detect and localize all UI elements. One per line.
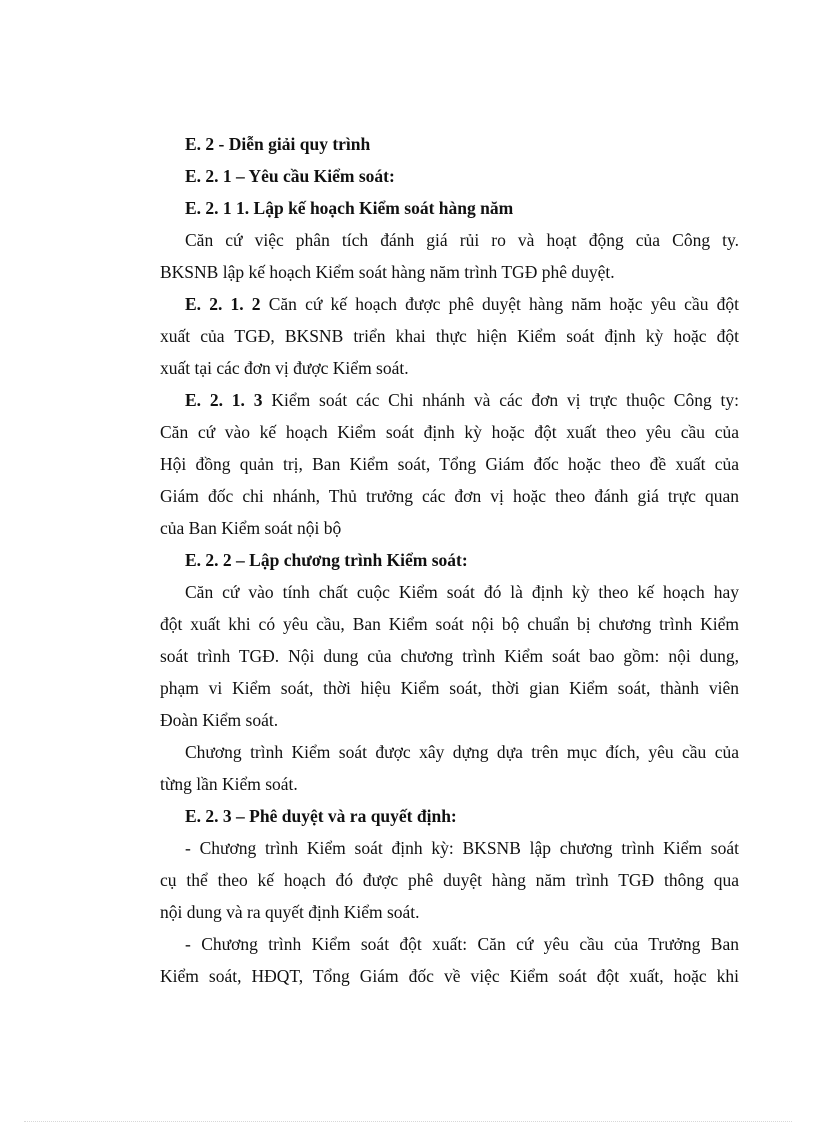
document-body (160, 128, 739, 992)
section-heading: E. 2 - Diễn giải quy trình (185, 134, 371, 154)
paragraph-line: Chương trình Kiểm soát được xây dựng dựa trên mục đích, yêu cầu của (185, 742, 739, 762)
paragraph-line-e212 (160, 288, 739, 320)
paragraph-line: - Chương trình Kiểm soát đột xuất: Căn cứ yêu cầu của Trưởng Ban (185, 934, 739, 954)
paragraph-line: Căn cứ vào kế hoạch Kiểm soát định kỳ hoặc đột xuất theo yêu cầu của (160, 422, 739, 442)
subsection-heading-e23: E. 2. 3 – Phê duyệt và ra quyết định: (185, 806, 457, 826)
paragraph-text: Căn cứ kế hoạch được phê duyệt hàng năm hoặc yêu cầu đột (260, 294, 739, 314)
paragraph-line: Kiểm soát, HĐQT, Tổng Giám đốc về việc Kiểm soát đột xuất, hoặc khi (160, 966, 739, 986)
paragraph-line: Hội đồng quản trị, Ban Kiểm soát, Tổng Giám đốc hoặc theo đề xuất của (160, 454, 739, 474)
page-bottom-rule (24, 1121, 792, 1122)
subsection-heading-e21: E. 2. 1 – Yêu cầu Kiểm soát: (185, 166, 395, 186)
paragraph-line: soát trình TGĐ. Nội dung của chương trình Kiểm soát bao gồm: nội dung, (160, 646, 739, 666)
paragraph-line: xuất tại các đơn vị được Kiểm soát. (160, 358, 409, 378)
paragraph-text: Kiểm soát các Chi nhánh và các đơn vị trực thuộc Công ty: (262, 390, 739, 410)
paragraph-line: Đoàn Kiểm soát. (160, 710, 279, 730)
paragraph-line: BKSNB lập kế hoạch Kiểm soát hàng năm trình TGĐ phê duyệt. (160, 262, 615, 282)
paragraph-line: Căn cứ việc phân tích đánh giá rủi ro và hoạt động của Công ty. (185, 230, 739, 250)
paragraph-line: đột xuất khi có yêu cầu, Ban Kiểm soát nội bộ chuẩn bị chương trình Kiểm (160, 614, 739, 634)
subsection-heading-e22: E. 2. 2 – Lập chương trình Kiểm soát: (185, 550, 468, 570)
paragraph-line-e213 (160, 384, 739, 416)
paragraph-line: - Chương trình Kiểm soát định kỳ: BKSNB lập chương trình Kiểm soát (185, 838, 739, 858)
paragraph-line: phạm vi Kiểm soát, thời hiệu Kiểm soát, thời gian Kiểm soát, thành viên (160, 678, 739, 698)
item-label-e212: E. 2. 1. 2 (185, 294, 261, 314)
paragraph-line: của Ban Kiểm soát nội bộ (160, 518, 342, 538)
paragraph-line: từng lần Kiểm soát. (160, 774, 298, 794)
paragraph-line: cụ thể theo kế hoạch đó được phê duyệt hàng năm trình TGĐ thông qua (160, 870, 739, 890)
paragraph-line: Giám đốc chi nhánh, Thủ trưởng các đơn vị hoặc theo đánh giá trực quan (160, 486, 739, 506)
paragraph-line: xuất của TGĐ, BKSNB triển khai thực hiện Kiểm soát định kỳ hoặc đột (160, 326, 739, 346)
item-label-e213: E. 2. 1. 3 (185, 390, 263, 410)
item-heading-e211: E. 2. 1 1. Lập kế hoạch Kiểm soát hàng năm (185, 198, 514, 218)
paragraph-line: Căn cứ vào tính chất cuộc Kiểm soát đó là định kỳ theo kế hoạch hay (185, 582, 739, 602)
paragraph-line: nội dung và ra quyết định Kiểm soát. (160, 902, 420, 922)
